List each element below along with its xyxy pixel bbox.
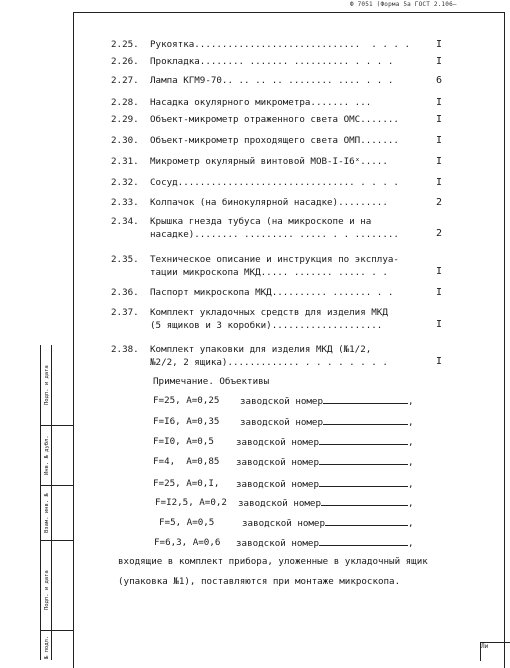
line-end-comma: , [407, 437, 414, 448]
serial-number-blank [319, 478, 408, 487]
item-quantity: I [436, 177, 443, 188]
item-text: Объект-микрометр отраженного света ОМС....... [150, 114, 399, 125]
item-number: 2.34. [111, 216, 139, 227]
serial-number-blank [325, 517, 408, 526]
margin-row-divider [41, 540, 74, 541]
serial-number-blank [319, 537, 408, 546]
serial-number-field [236, 478, 414, 490]
lens-spec: F=I2,5, A=0,2 [155, 497, 227, 508]
item-quantity: I [436, 135, 443, 146]
serial-number-blank [319, 436, 408, 445]
item-number: 2.36. [111, 287, 139, 298]
item-text: Рукоятка.............................. . . . . [150, 39, 410, 50]
item-quantity: 6 [436, 75, 443, 86]
footer-line-1: входящие в комплект прибора, уложенные в укладочный ящик [118, 556, 428, 567]
item-number: 2.29. [111, 114, 139, 125]
item-text: Колпачок (на бинокулярной насадке)......... [150, 197, 388, 208]
item-number: 2.28. [111, 97, 139, 108]
lens-spec: F=I6, A=0,35 [153, 416, 220, 427]
item-text: Объект-микрометр проходящего света ОМП....... [150, 135, 399, 146]
line-end-comma: , [407, 479, 414, 490]
margin-label-dup-inv: Инв. № дубл. [44, 435, 50, 475]
item-number: 2.35. [111, 254, 139, 265]
form-stamp: Ф 7051 (Форма 5а ГОСТ 2.106— [350, 1, 457, 8]
item-text: Комплект укладочных средств для изделия МКД (5 ящиков и 3 коробки).................... [150, 307, 388, 331]
lens-spec: F=4, A=0,85 [153, 456, 220, 467]
item-quantity: I [436, 356, 443, 367]
item-text: Микрометр окулярный винтовой МОВ-I-I6ˣ..... [150, 156, 388, 167]
item-quantity: 2 [436, 197, 443, 208]
item-number: 2.27. [111, 75, 139, 86]
margin-label-orig-inv: № подл. [44, 635, 50, 659]
item-number: 2.26. [111, 56, 139, 67]
item-text: Паспорт микроскопа МКД.......... ....... . . [150, 287, 394, 298]
item-text: Сосуд................................ . . . . [150, 177, 399, 188]
serial-number-label: заводской номер [240, 396, 323, 407]
serial-number-label: заводской номер [236, 538, 319, 549]
serial-number-blank [323, 416, 408, 425]
serial-number-label: заводской номер [240, 417, 323, 428]
item-number: 2.32. [111, 177, 139, 188]
serial-number-blank [323, 395, 408, 404]
serial-number-field [236, 537, 414, 549]
title-block-corner [480, 642, 510, 661]
item-text: Комплект упаковки для изделия МКД (№1/2, №2/2, 2 ящика)............. . . . . . . . . [150, 344, 388, 368]
item-text: Прокладка........ ....... .......... . . . . [150, 56, 394, 67]
margin-row-divider [41, 630, 74, 631]
item-quantity: I [436, 319, 443, 330]
serial-number-field [242, 517, 414, 529]
serial-number-label: заводской номер [238, 498, 321, 509]
line-end-comma: , [407, 498, 414, 509]
margin-label-sign-date-2: Подп. и дата [44, 570, 50, 610]
margin-label-sign-date: Подп. и дата [44, 365, 50, 405]
line-end-comma: , [407, 457, 414, 468]
item-number: 2.37. [111, 307, 139, 318]
lens-spec: F=5, A=0,5 [159, 517, 215, 528]
serial-number-label: заводской номер [236, 457, 319, 468]
margin-row-divider [41, 485, 74, 486]
item-quantity: I [436, 156, 443, 167]
item-number: 2.25. [111, 39, 139, 50]
line-end-comma: , [407, 417, 414, 428]
line-end-comma: , [407, 518, 414, 529]
note-heading: Примечание. Объективы [153, 376, 270, 387]
lens-spec: F=I0, A=0,5 [153, 436, 214, 447]
serial-number-label: заводской номер [242, 518, 325, 529]
item-number: 2.31. [111, 156, 139, 167]
item-quantity: I [436, 56, 443, 67]
lens-spec: F=6,3, A=0,6 [154, 537, 221, 548]
item-text: Техническое описание и инструкция по эксплуа- тации микроскопа МКД..... ....... ..... . . [150, 254, 399, 278]
serial-number-label: заводской номер [236, 437, 319, 448]
margin-label-replace-inv: Взам. инв. № [44, 493, 50, 533]
lens-spec: F=25, A=0,25 [153, 395, 220, 406]
item-quantity: I [436, 39, 443, 50]
margin-stamp-table [40, 345, 74, 660]
serial-number-field [240, 395, 414, 407]
line-end-comma: , [407, 538, 414, 549]
item-number: 2.30. [111, 135, 139, 146]
serial-number-blank [321, 497, 408, 506]
serial-number-field [238, 497, 414, 509]
item-quantity: I [436, 287, 443, 298]
serial-number-field [236, 456, 414, 468]
lens-spec: F=25, A=0,I, [153, 478, 220, 489]
item-quantity: 2 [436, 228, 443, 239]
serial-number-blank [319, 456, 408, 465]
line-end-comma: , [407, 396, 414, 407]
item-text: Крышка гнезда тубуса (на микроскопе и на насадке)........ ......... ..... . . ........ [150, 216, 399, 240]
margin-row-divider [41, 425, 74, 426]
footer-line-2: (упаковка №1), поставляются при монтаже микроскопа. [118, 576, 401, 587]
serial-number-label: заводской номер [236, 479, 319, 490]
item-quantity: I [436, 114, 443, 125]
item-text: Лампа КГМ9-70.. .. .. .. ........ .... . . . [150, 75, 394, 86]
serial-number-field [236, 436, 414, 448]
item-number: 2.33. [111, 197, 139, 208]
item-text: Насадка окулярного микрометра....... ... [150, 97, 372, 108]
margin-column-divider [51, 345, 52, 660]
item-quantity: I [436, 266, 443, 277]
page-frame [73, 12, 505, 668]
item-quantity: I [436, 97, 443, 108]
item-number: 2.38. [111, 344, 139, 355]
serial-number-field [240, 416, 414, 428]
corner-label: Ли [481, 643, 489, 650]
